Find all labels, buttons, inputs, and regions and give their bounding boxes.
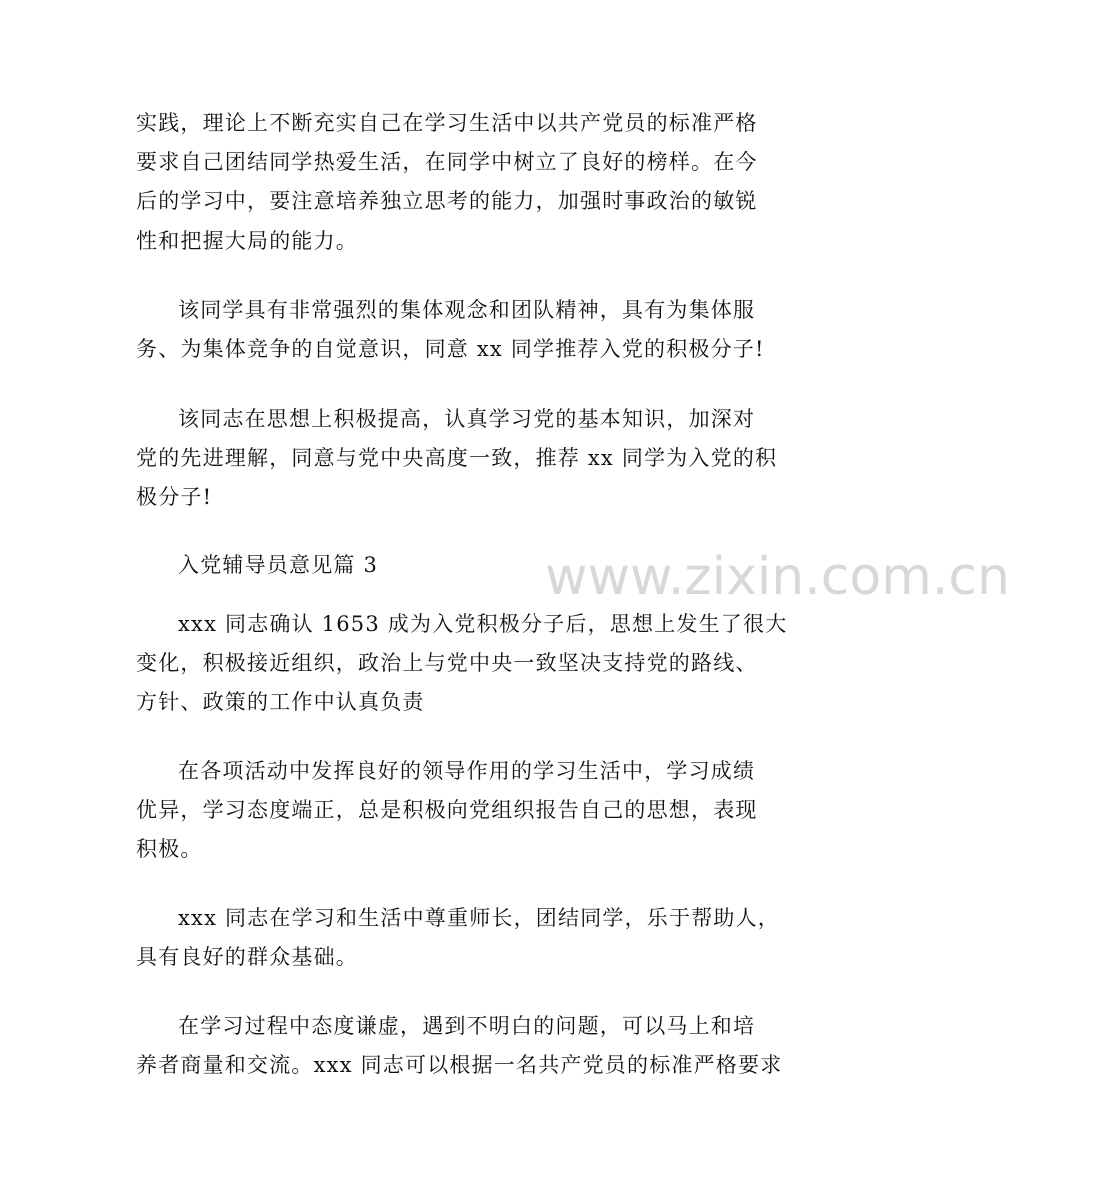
text-line-9: 极分子! <box>136 485 213 509</box>
text-line-12: 变化，积极接近组织，政治上与党中央一致坚决支持党的路线、 <box>136 651 758 675</box>
text-line-18: 具有良好的群众基础。 <box>136 945 358 969</box>
text-line-4: 性和把握大局的能力。 <box>136 229 358 253</box>
text-line-8: 党的先进理解，同意与党中央高度一致，推荐 xx 同学为入党的积 <box>136 446 778 470</box>
text-line-14: 在各项活动中发挥良好的领导作用的学习生活中，学习成绩 <box>178 759 756 783</box>
text-line-3: 后的学习中，要注意培养独立思考的能力，加强时事政治的敏锐 <box>136 189 758 213</box>
text-line-17: xxx 同志在学习和生活中尊重师长，团结同学，乐于帮助人， <box>178 906 781 930</box>
text-line-7: 该同志在思想上积极提高，认真学习党的基本知识，加深对 <box>178 407 756 431</box>
text-line-11: xxx 同志确认 1653 成为入党积极分子后，思想上发生了很大 <box>178 612 788 636</box>
text-line-6: 务、为集体竞争的自觉意识，同意 xx 同学推荐入党的积极分子! <box>136 337 765 361</box>
text-line-16: 积极。 <box>136 837 203 861</box>
text-line-13: 方针、政策的工作中认真负责 <box>136 690 425 714</box>
section-heading: 入党辅导员意见篇 3 <box>178 553 379 577</box>
text-line-1: 实践，理论上不断充实自己在学习生活中以共产党员的标准严格 <box>136 111 758 135</box>
watermark: www.zixin.com.cn <box>545 547 1010 607</box>
text-line-20: 养者商量和交流。xxx 同志可以根据一名共产党员的标准严格要求 <box>136 1053 783 1077</box>
text-line-5: 该同学具有非常强烈的集体观念和团队精神，具有为集体服 <box>178 298 756 322</box>
text-line-2: 要求自己团结同学热爱生活，在同学中树立了良好的榜样。在今 <box>136 150 758 174</box>
text-line-19: 在学习过程中态度谦虚，遇到不明白的问题，可以马上和培 <box>178 1014 756 1038</box>
text-line-15: 优异，学习态度端正，总是积极向党组织报告自己的思想，表现 <box>136 798 758 822</box>
